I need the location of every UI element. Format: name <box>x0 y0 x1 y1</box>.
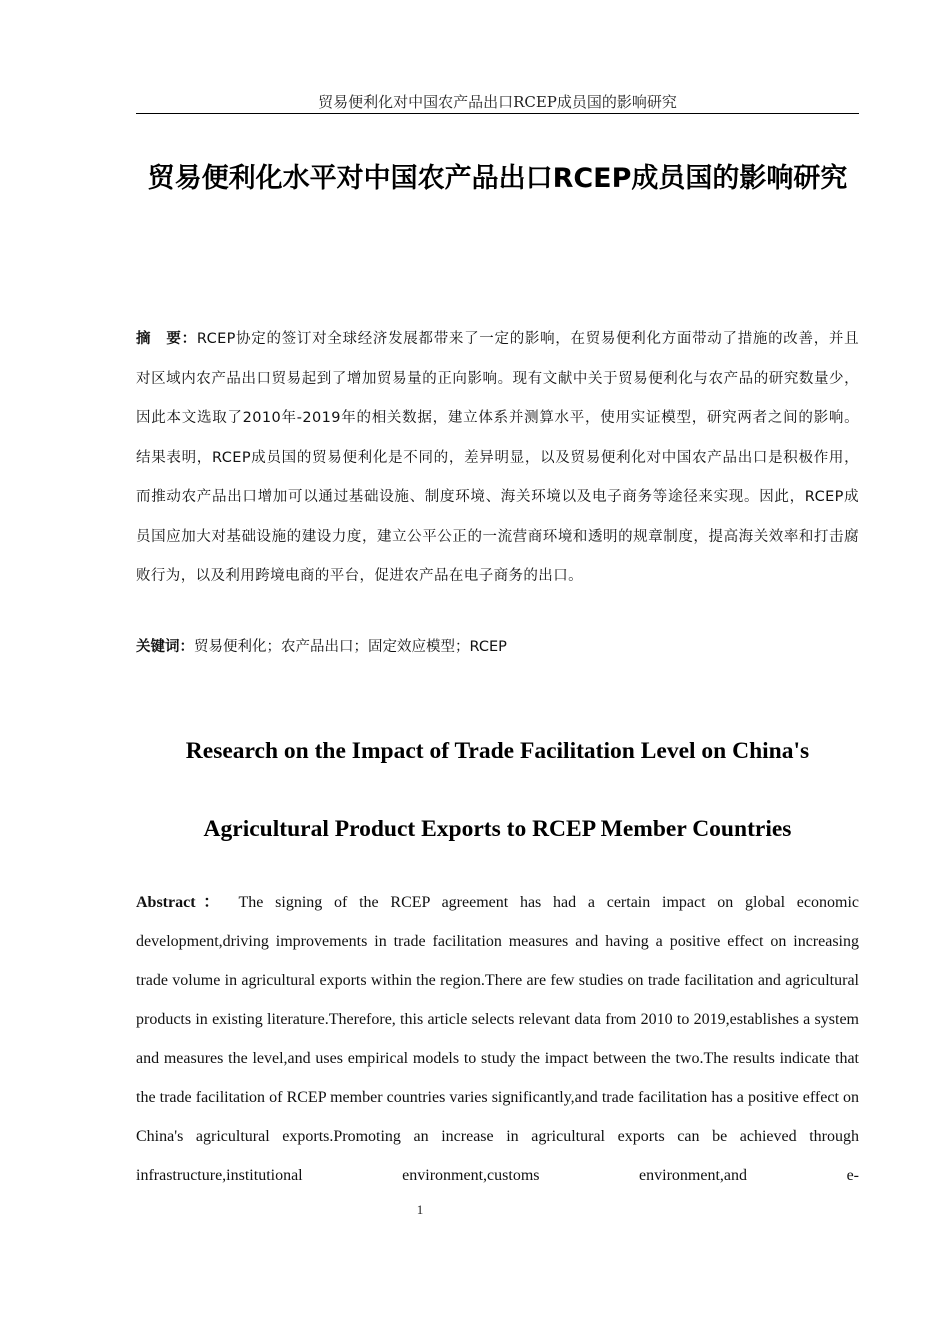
english-abstract-text: The signing of the RCEP agreement has had a certain impact on global economic development,driving improvements in trade facilitation measures and having a positive effect on increasing trade volume in agricultural exports within the region.There are few studies on trade facilitation and agricultural products in existing literature.Therefore, this article selects relevant data from 2010 to 2019,establishes a system and measures the level,and uses empirical models to study the impact between the two.The results indicate that the trade facilitation of RCEP member countries varies significantly,and trade facilitation has a positive effect on China's agricultural exports.Promoting an increase in agricultural exports can be achieved through infrastructure,institutional environment,customs environment,and e- <box>136 894 859 1184</box>
english-abstract <box>136 883 859 1195</box>
chinese-abstract-label: 摘 要： <box>136 331 197 347</box>
english-title: Research on the Impact of Trade Facilitation Level on China's Agricultural Product Exports to RCEP Member Countries <box>185 738 810 842</box>
running-header: 贸易便利化对中国农产品出口RCEP成员国的影响研究 <box>318 93 677 111</box>
chinese-abstract <box>136 320 859 597</box>
header-rule <box>136 113 859 114</box>
page-number: 1 <box>416 1202 424 1217</box>
chinese-keywords-text: 贸易便利化；农产品出口；固定效应模型；RCEP <box>194 639 507 655</box>
chinese-keywords-label: 关键词： <box>136 639 194 655</box>
chinese-title: 贸易便利化水平对中国农产品出口RCEP成员国的影响研究 <box>147 163 848 194</box>
english-abstract-label: Abstract： <box>136 894 228 911</box>
chinese-keywords <box>136 628 859 666</box>
chinese-abstract-text: RCEP协定的签订对全球经济发展都带来了一定的影响，在贸易便利化方面带动了措施的改善，并且对区域内农产品出口贸易起到了增加贸易量的正向影响。现有文献中关于贸易便利化与农产品的研究数量少，因此本文选取了2010年-2019年的相关数据，建立体系并测算水平，使用实证模型，研究两者之间的影响。结果表明，RCEP成员国的贸易便利化是不同的，差异明显，以及贸易便利化对中国农产品出口是积极作用，而推动农产品出口增加可以通过基础设施、制度环境、海关环境以及电子商务等途径来实现。因此，RCEP成员国应加大对基础设施的建设力度，建立公平公正的一流营商环境和透明的规章制度，提高海关效率和打击腐败行为，以及利用跨境电商的平台，促进农产品在电子商务的出口。 <box>136 331 859 584</box>
